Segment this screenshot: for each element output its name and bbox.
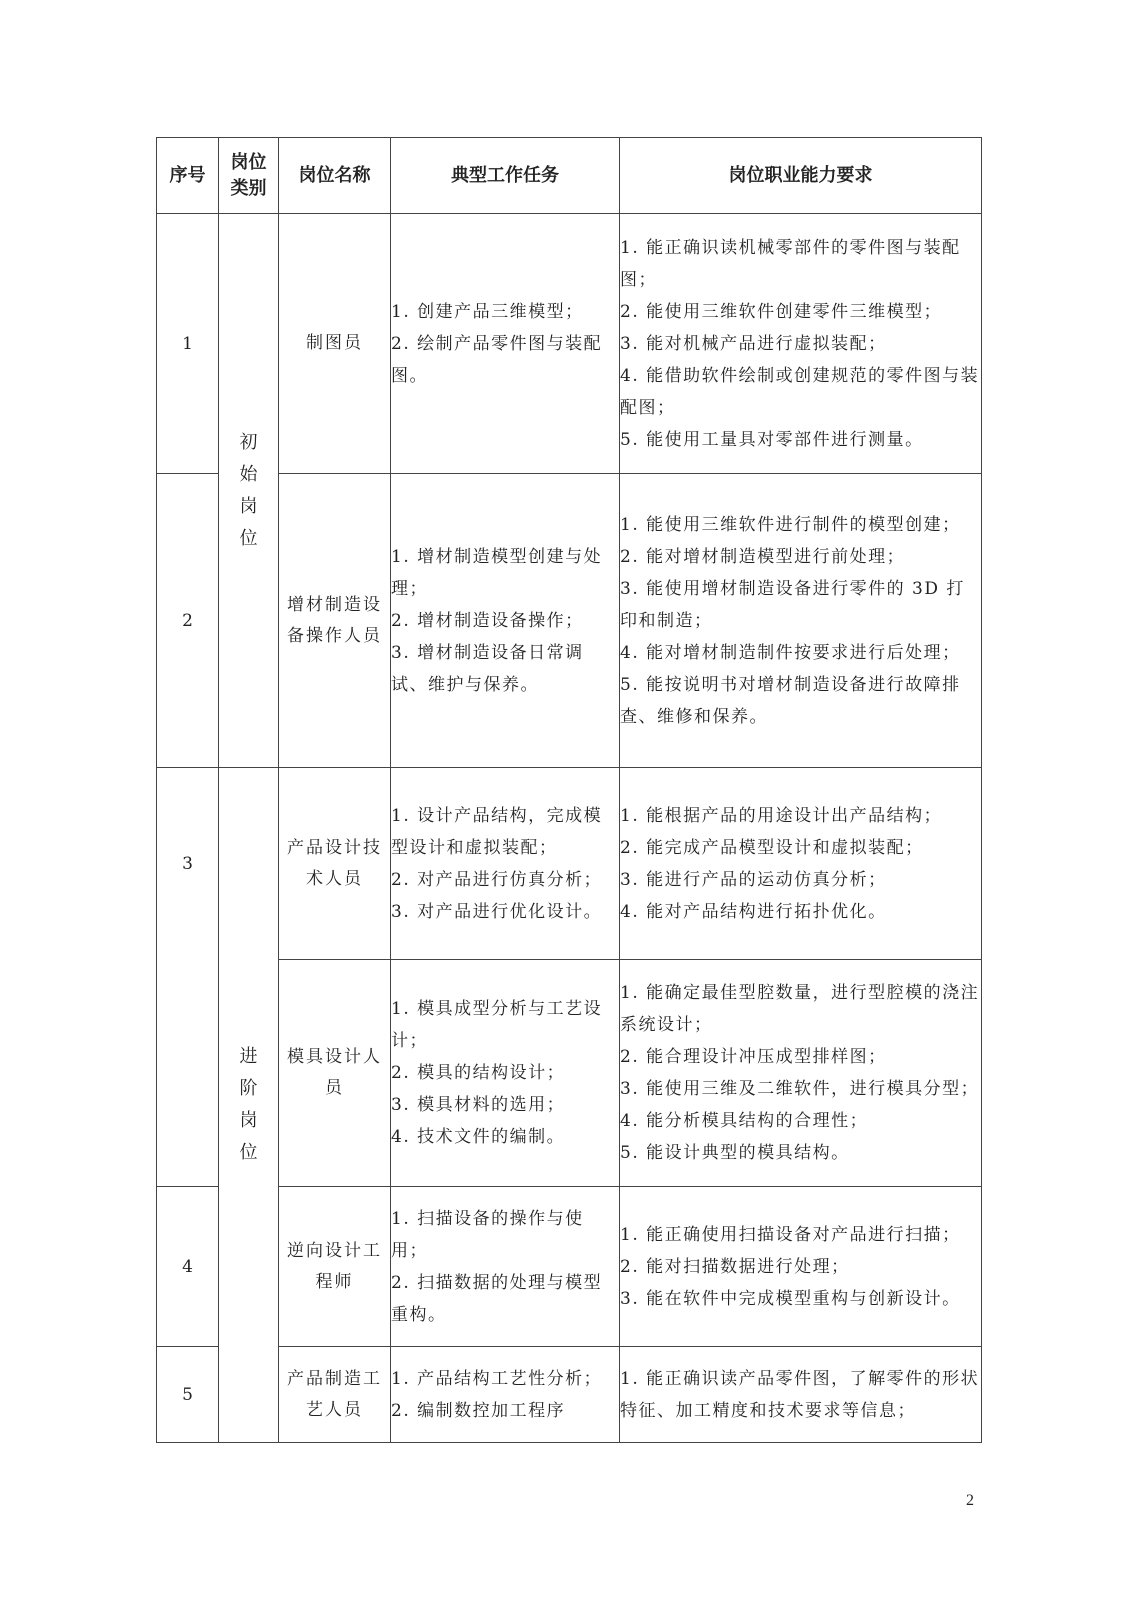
task-item: 1. 设计产品结构，完成模型设计和虚拟装配； — [391, 805, 603, 858]
tasks-cell — [391, 214, 620, 474]
post-name: 模具设计人员 — [279, 960, 391, 1187]
row-number: 1 — [157, 214, 219, 474]
task-item: 1. 扫描设备的操作与使用； — [391, 1208, 584, 1261]
task-item: 3. 增材制造设备日常调试、维护与保养。 — [391, 642, 584, 695]
row-number: 4 — [157, 1187, 219, 1347]
ability-item: 3. 能对机械产品进行虚拟装配； — [620, 333, 887, 354]
task-item: 2. 编制数控加工程序 — [391, 1400, 566, 1421]
task-item: 3. 模具材料的选用； — [391, 1095, 566, 1115]
header-no: 序号 — [157, 138, 219, 214]
category-label: 进阶岗位 — [239, 1046, 258, 1163]
task-item: 1. 产品结构工艺性分析； — [391, 1368, 603, 1389]
task-item: 2. 增材制造设备操作； — [391, 610, 584, 631]
header-post: 岗位名称 — [279, 138, 391, 214]
ability-item: 1. 能使用三维软件进行制件的模型创建； — [620, 514, 961, 535]
ability-item: 1. 能正确使用扫描设备对产品进行扫描； — [620, 1224, 961, 1245]
category-label: 初始岗位 — [239, 431, 258, 549]
row-number: 5 — [157, 1347, 219, 1443]
ability-item: 1. 能根据产品的用途设计出产品结构； — [620, 805, 943, 826]
task-item: 1. 增材制造模型创建与处理； — [391, 546, 603, 599]
ability-item: 2. 能完成产品模型设计和虚拟装配； — [620, 837, 924, 858]
ability-item: 3. 能进行产品的运动仿真分析； — [620, 869, 887, 890]
tasks-cell — [391, 1347, 620, 1443]
ability-item: 3. 能使用增材制造设备进行零件的 3D 打印和制造； — [620, 578, 965, 631]
task-item: 1. 创建产品三维模型； — [391, 301, 584, 322]
task-item: 1. 模具成型分析与工艺设计； — [391, 999, 603, 1051]
header-category: 岗位类别 — [219, 138, 279, 214]
table-row — [157, 214, 982, 474]
ability-item: 1. 能确定最佳型腔数量，进行型腔模的浇注系统设计； — [620, 983, 980, 1035]
post-name: 逆向设计工程师 — [279, 1187, 391, 1347]
ability-item: 4. 能分析模具结构的合理性； — [620, 1111, 869, 1131]
ability-item: 3. 能在软件中完成模型重构与创新设计。 — [620, 1288, 961, 1309]
row-number: 3 — [157, 768, 219, 1187]
ability-item: 5. 能设计典型的模具结构。 — [620, 1143, 850, 1163]
post-name: 产品设计技术人员 — [279, 768, 391, 960]
header-row — [157, 138, 982, 214]
task-item: 3. 对产品进行优化设计。 — [391, 901, 603, 922]
task-item: 2. 对产品进行仿真分析； — [391, 869, 603, 890]
post-name: 增材制造设备操作人员 — [279, 474, 391, 768]
category-cell — [219, 214, 279, 768]
ability-item: 5. 能按说明书对增材制造设备进行故障排查、维修和保养。 — [620, 674, 961, 727]
ability-item: 2. 能对扫描数据进行处理； — [620, 1256, 850, 1277]
task-item: 4. 技术文件的编制。 — [391, 1127, 566, 1147]
header-abilities: 岗位职业能力要求 — [620, 138, 982, 214]
row-number: 2 — [157, 474, 219, 768]
abilities-cell — [620, 768, 982, 960]
abilities-cell — [620, 960, 982, 1187]
ability-item: 4. 能借助软件绘制或创建规范的零件图与装配图； — [620, 365, 980, 418]
tasks-cell — [391, 768, 620, 960]
table-row — [157, 768, 982, 960]
abilities-cell — [620, 1187, 982, 1347]
tasks-cell — [391, 1187, 620, 1347]
tasks-cell — [391, 474, 620, 768]
table-row — [157, 1347, 982, 1443]
page-number: 2 — [966, 1492, 974, 1509]
task-item: 2. 扫描数据的处理与模型重构。 — [391, 1272, 603, 1325]
table-row — [157, 1187, 982, 1347]
ability-item: 4. 能对产品结构进行拓扑优化。 — [620, 901, 887, 922]
ability-item: 2. 能合理设计冲压成型排样图； — [620, 1047, 887, 1067]
table-row — [157, 474, 982, 768]
abilities-cell — [620, 1347, 982, 1443]
tasks-cell — [391, 960, 620, 1187]
post-name: 产品制造工艺人员 — [279, 1347, 391, 1443]
table-row — [157, 960, 982, 1187]
ability-item: 2. 能使用三维软件创建零件三维模型； — [620, 301, 943, 322]
task-item: 2. 绘制产品零件图与装配图。 — [391, 333, 603, 386]
ability-item: 1. 能正确识读产品零件图，了解零件的形状特征、加工精度和技术要求等信息； — [620, 1368, 980, 1421]
post-name: 制图员 — [279, 214, 391, 474]
header-tasks: 典型工作任务 — [391, 138, 620, 214]
abilities-cell — [620, 214, 982, 474]
ability-item: 1. 能正确识读机械零部件的零件图与装配图； — [620, 237, 961, 290]
task-item: 2. 模具的结构设计； — [391, 1063, 566, 1083]
abilities-cell — [620, 474, 982, 768]
ability-item: 4. 能对增材制造制件按要求进行后处理； — [620, 642, 961, 663]
ability-item: 2. 能对增材制造模型进行前处理； — [620, 546, 906, 567]
ability-item: 3. 能使用三维及二维软件，进行模具分型； — [620, 1079, 980, 1099]
ability-item: 5. 能使用工量具对零部件进行测量。 — [620, 429, 924, 450]
category-cell — [219, 768, 279, 1443]
job-requirements-table — [156, 137, 982, 1443]
